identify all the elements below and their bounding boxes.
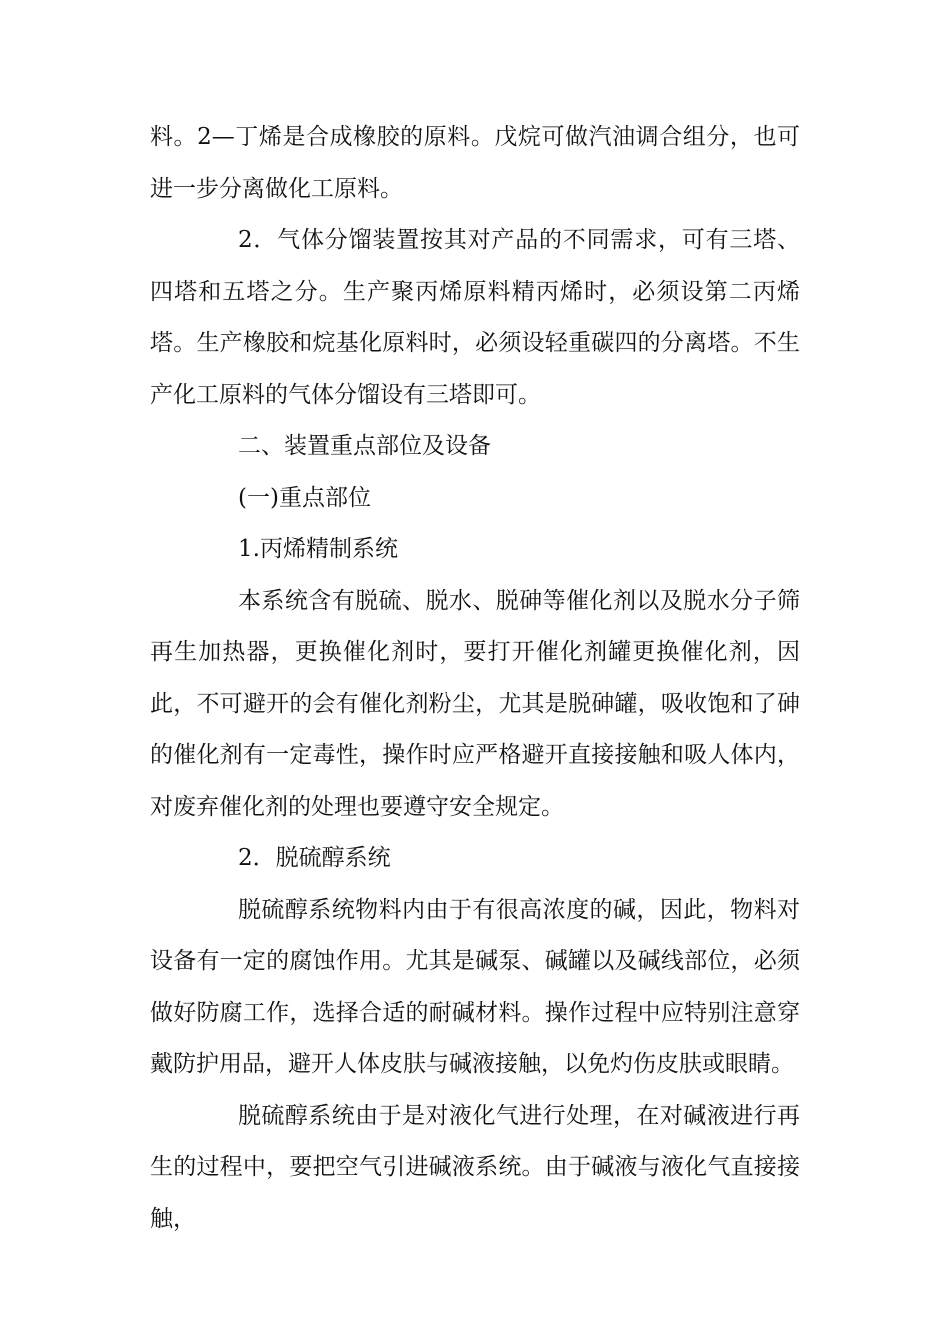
paragraph-continuation: 料。2—丁烯是合成橡胶的原料。戊烷可做汽油调合组分，也可进一步分离做化工原料。 <box>150 124 800 202</box>
section-heading: 二、装置重点部位及设备 <box>238 433 491 459</box>
document-page <box>150 112 800 1245</box>
paragraph-propylene-system: 本系统含有脱硫、脱水、脱砷等催化剂以及脱水分子筛再生加热器，更换催化剂时，要打开催化剂罐更换催化剂，因此，不可避开的会有催化剂粉尘，尤其是脱砷罐，吸收饱和了砷的催化剂有一定毒性，操作时应严格避开直接接触和吸人体内，对废弃催化剂的处理也要遵守安全规定。 <box>150 587 800 820</box>
subsection-heading: (一)重点部位 <box>238 484 371 511</box>
paragraph-mercaptan-regeneration: 脱硫醇系统由于是对液化气进行处理，在对碱液进行再生的过程中，要把空气引进碱液系统。由于碱液与液化气直接接触， <box>150 1102 800 1232</box>
item-heading-mercaptan: 2．脱硫醇系统 <box>238 845 391 871</box>
paragraph-mercaptan-corrosion: 脱硫醇系统物料内由于有很高浓度的碱，因此，物料对设备有一定的腐蚀作用。尤其是碱泵、碱罐以及碱线部位，必须做好防腐工作，选择合适的耐碱材料。操作过程中应特别注意穿戴防护用品，避开人体皮肤与碱液接触，以免灼伤皮肤或眼睛。 <box>150 896 800 1077</box>
paragraph-gas-fractionation: 2．气体分馏装置按其对产品的不同需求，可有三塔、四塔和五塔之分。生产聚丙烯原料精丙烯时，必须设第二丙烯塔。生产橡胶和烷基化原料时，必须设轻重碳四的分离塔。不生产化工原料的气体分馏设有三塔即可。 <box>150 227 800 408</box>
item-heading-propylene: 1.丙烯精制系统 <box>238 536 398 562</box>
